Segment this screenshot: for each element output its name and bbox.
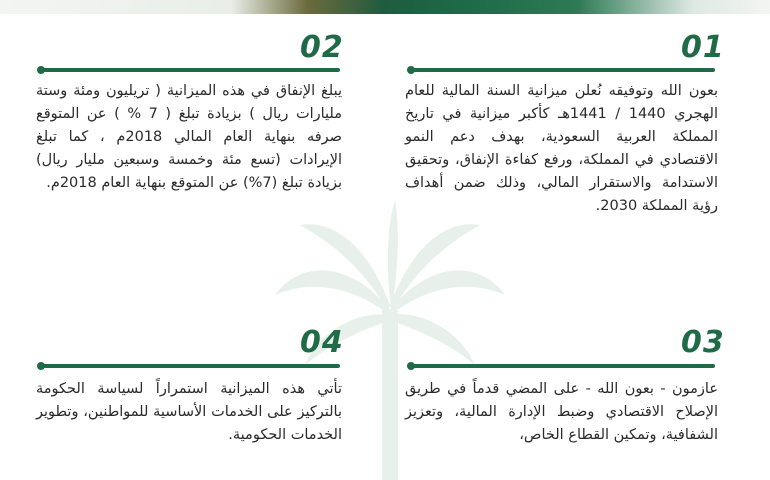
section-number: 02 [300, 30, 344, 65]
section-text: بعون الله وتوفيقه نُعلن ميزانية السنة المالية للعام الهجري 1440 / 1441هـ كأكبر ميزانية في تاريخ المملكة العربية السعودية، بهدف دعم النمو الاقتصادي في المملكة، ورفع كفاءة الإنفاق، وتحقيق الاستدامة والاستقرار المالي، وذلك ضمن أهداف رؤية المملكة 2030. [405, 83, 718, 214]
section-number: 01 [681, 30, 725, 65]
section-divider [40, 68, 340, 72]
section-text: عازمون - بعون الله - على المضي قدماً في طريق الإصلاح الاقتصادي وضبط الإدارة المالية، وتعزيز الشفافية، وتمكين القطاع الخاص، [405, 381, 718, 443]
section-divider [40, 364, 340, 368]
header-image-strip [0, 0, 770, 14]
section-text: تأتي هذه الميزانية استمراراً لسياسة الحكومة بالتركيز على الخدمات الأساسية للمواطنين، وتطوير الخدمات الحكومية. [36, 381, 342, 443]
section-divider [410, 364, 715, 368]
section-number: 03 [681, 325, 725, 360]
section-text: يبلغ الإنفاق في هذه الميزانية ( تريليون ومئة وستة مليارات ريال ) بزيادة تبلغ ( 7 % ) عن المتوقع صرفه بنهاية العام المالي 2018م ، كما تبلغ الإيرادات (تسع مئة وخمسة وسبعين مليار ريال) بزيادة تبلغ (7%) عن المتوقع بنهاية العام 2018م. [36, 83, 342, 191]
section-number: 04 [300, 325, 344, 360]
section-divider [410, 68, 715, 72]
